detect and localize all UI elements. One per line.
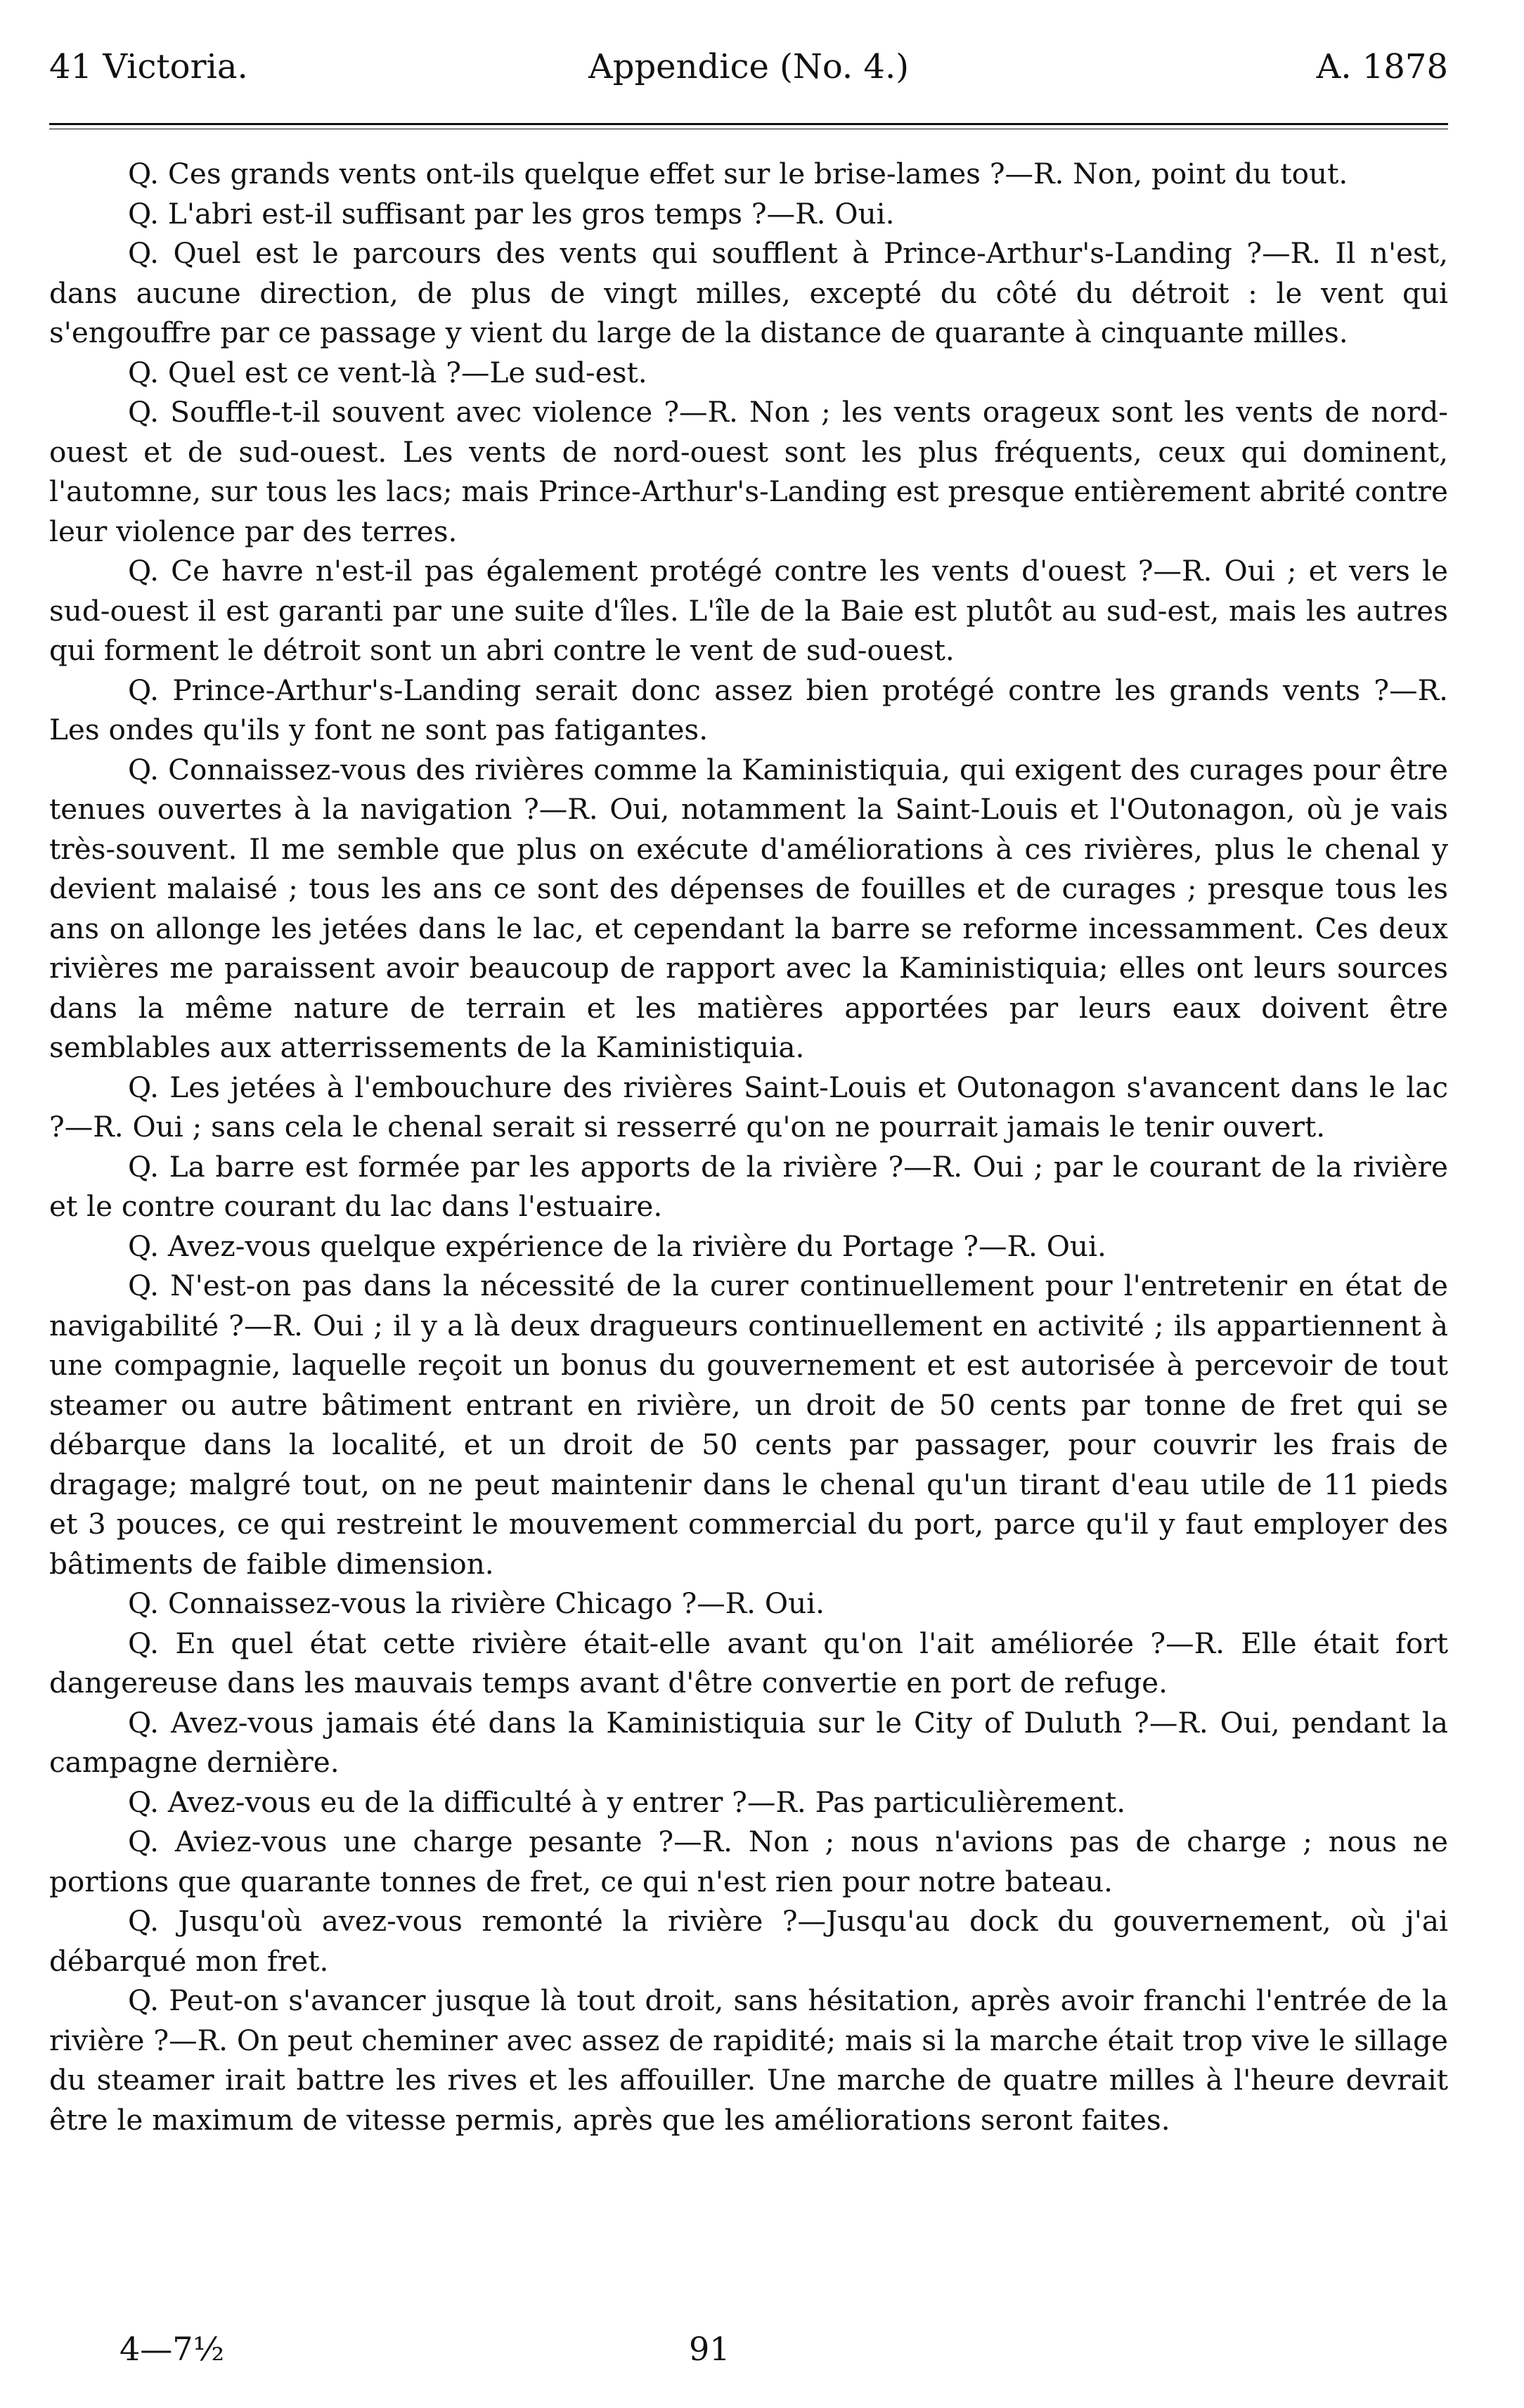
page-number: 91 [689, 2330, 730, 2368]
paragraph: Q. Ce havre n'est-il pas également protégé contre les vents d'ouest ?—R. Oui ; et vers le sud-ouest il est garanti par une suite d'îles. L'île de la Baie est plutôt au sud-est, mais les autres qui forment le détroit sont un abri contre le vent de sud-ouest. [49, 554, 1448, 667]
paragraph: Q. Avez-vous eu de la difficulté à y entrer ?—R. Pas particulièrement. [128, 1785, 1126, 1819]
header-double-rule [49, 123, 1448, 129]
paragraph: Q. Aviez-vous une charge pesante ?—R. Non ; nous n'avions pas de charge ; nous ne portions que quarante tonnes de fret, ce qui n'est rien pour notre bateau. [49, 1825, 1448, 1898]
paragraph: Q. En quel état cette rivière était-elle avant qu'on l'ait améliorée ?—R. Elle était fort dangereuse dans les mauvais temps avant d'être convertie en port de refuge. [49, 1626, 1448, 1700]
paragraph: Q. Avez-vous quelque expérience de la rivière du Portage ?—R. Oui. [128, 1229, 1106, 1263]
page-footer [120, 2330, 1455, 2372]
paragraph: Q. N'est-on pas dans la nécessité de la curer continuellement pour l'entretenir en état de navigabilité ?—R. Oui ; il y a là deux dragueurs continuellement en activité ; ils appartiennent à une compagnie, laquelle reçoit un bonus du gouvernement et est autorisée à percevoir de tout steamer ou autre bâtiment entrant en rivière, un droit de 50 cents par tonne de fret qui se débarque dans la localité, et un droit de 50 cents par passager, pour couvrir les frais de dragage; malgré tout, on ne peut maintenir dans le chenal qu'un tirant d'eau utile de 11 pieds et 3 pouces, ce qui restreint le mouvement commercial du port, parce qu'il y faut employer des bâtiments de faible dimension. [49, 1269, 1448, 1581]
signature-mark: 4—7½ [120, 2330, 225, 2368]
page [49, 39, 1448, 2140]
paragraph: Q. Souffle-t-il souvent avec violence ?—R. Non ; les vents orageux sont les vents de nord-ouest et de sud-ouest. Les vents de nord-ouest sont les plus fréquents, ceux qui dominent, l'automne, sur tous les lacs; mais Prince-Arthur's-Landing est presque entièrement abrité contre leur violence par des terres. [49, 395, 1448, 548]
paragraph: Q. Les jetées à l'embouchure des rivières Saint-Louis et Outonagon s'avancent dans le lac ?—R. Oui ; sans cela le chenal serait si resserré qu'on ne pourrait jamais le tenir ouvert. [49, 1070, 1448, 1144]
paragraph: Q. L'abri est-il suffisant par les gros temps ?—R. Oui. [128, 196, 895, 231]
paragraph: Q. Quel est le parcours des vents qui soufflent à Prince-Arthur's-Landing ?—R. Il n'est, dans aucune direction, de plus de vingt milles, excepté du côté du détroit : le vent qui s'engouffre par ce passage y vient du large de la distance de quarante à cinquante milles. [49, 236, 1448, 349]
paragraph: Q. Connaissez-vous la rivière Chicago ?—R. Oui. [128, 1586, 825, 1620]
paragraph: Q. Ces grands vents ont-ils quelque effet sur le brise-lames ?—R. Non, point du tout. [128, 157, 1348, 190]
paragraph: Q. Quel est ce vent-là ?—Le sud-est. [128, 355, 647, 389]
paragraph: Q. Peut-on s'avancer jusque là tout droit, sans hésitation, après avoir franchi l'entrée de la rivière ?—R. On peut cheminer avec assez de rapidité; mais si la marche était trop vive le sillage du steamer irait battre les rives et les affouiller. Une marche de quatre milles à l'heure devrait être le maximum de vitesse permis, après que les améliorations seront faites. [49, 1983, 1448, 2137]
paragraph: Q. Avez-vous jamais été dans la Kaministiquia sur le City of Duluth ?—R. Oui, pendant la campagne dernière. [49, 1705, 1448, 1779]
paragraph: Q. Connaissez-vous des rivières comme la Kaministiquia, qui exigent des curages pour être tenues ouvertes à la navigation ?—R. Oui, notamment la Saint-Louis et l'Outonagon, où je vais très-souvent. Il me semble que plus on exécute d'améliorations à ces rivières, plus le chenal y devient malaisé ; tous les ans ce sont des dépenses de fouilles et de curages ; presque tous les ans on allonge les jetées dans le lac, et cependant la barre se reforme incessamment. Ces deux rivières me paraissent avoir beaucoup de rapport avec la Kaministiquia; elles ont leurs sources dans la même nature de terrain et les matières apportées par leurs eaux doivent être semblables aux atterrissements de la Kaministiquia. [49, 752, 1448, 1064]
body-text [49, 154, 1448, 2140]
header-title: Appendice (No. 4.) [588, 47, 909, 86]
page-header [49, 39, 1448, 95]
header-session: 41 Victoria. [49, 47, 248, 86]
paragraph: Q. La barre est formée par les apports de la rivière ?—R. Oui ; par le courant de la rivière et le contre courant du lac dans l'estuaire. [49, 1149, 1448, 1223]
header-year: A. 1878 [1316, 47, 1448, 86]
paragraph: Q. Prince-Arthur's-Landing serait donc assez bien protégé contre les grands vents ?—R. Les ondes qu'ils y font ne sont pas fatigantes. [49, 673, 1448, 746]
paragraph: Q. Jusqu'où avez-vous remonté la rivière ?—Jusqu'au dock du gouvernement, où j'ai débarqué mon fret. [49, 1904, 1448, 1978]
